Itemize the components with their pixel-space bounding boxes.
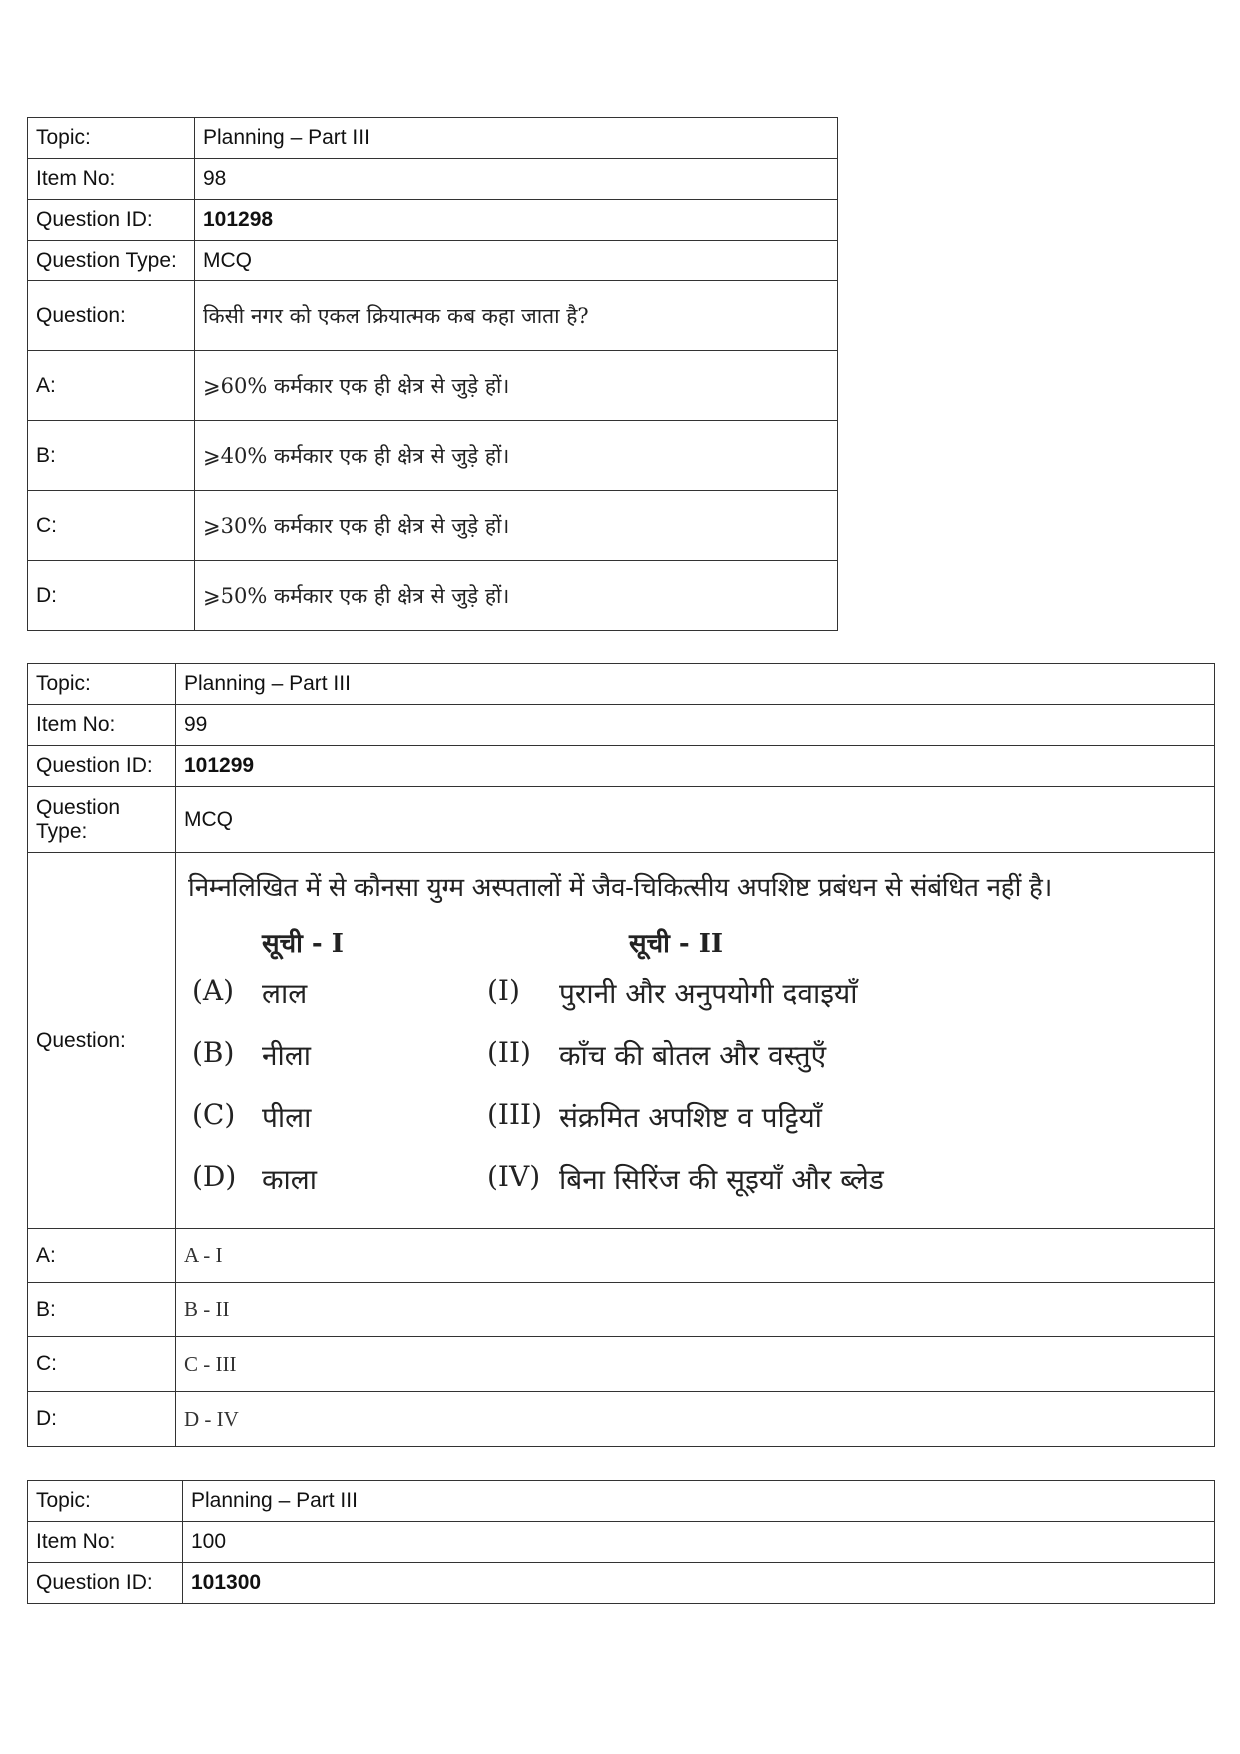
topic-row <box>28 118 838 159</box>
question-label: Question: <box>28 853 176 1229</box>
question-id-label: Question ID: <box>28 1563 183 1604</box>
list-2-text: पुरानी और अनुपयोगी दवाइयाँ <box>559 976 858 1010</box>
option-d-label: D: <box>28 1392 176 1447</box>
option-a-text: ⩾60% कर्मकार एक ही क्षेत्र से जुड़े हों। <box>195 351 838 421</box>
option-c-label: C: <box>28 491 195 561</box>
list-headers <box>184 904 1206 962</box>
question-row <box>28 281 838 351</box>
question-card-98 <box>27 117 838 631</box>
question-card-100 <box>27 1480 1215 1604</box>
option-b-row <box>28 421 838 491</box>
question-type-value: MCQ <box>176 787 1215 853</box>
question-label: Question: <box>28 281 195 351</box>
option-d-text: ⩾50% कर्मकार एक ही क्षेत्र से जुड़े हों। <box>195 561 838 631</box>
list-2-text: काँच की बोतल और वस्तुएँ <box>559 1038 827 1072</box>
question-type-label <box>28 787 176 853</box>
question-id-value: 101300 <box>183 1563 1215 1604</box>
question-type-label-line2: Type: <box>36 819 88 843</box>
list-1-text: लाल <box>262 976 308 1010</box>
option-d-label: D: <box>28 561 195 631</box>
item-no-row <box>28 1522 1215 1563</box>
list-1-key: (B) <box>192 1035 235 1069</box>
item-no-value: 98 <box>195 159 838 200</box>
list-2-key: (IV) <box>487 1159 541 1193</box>
topic-label: Topic: <box>28 118 195 159</box>
option-a-label: A: <box>28 1229 176 1283</box>
list-2-key: (I) <box>487 973 520 1007</box>
option-c-row <box>28 491 838 561</box>
option-d-text: D - IV <box>176 1392 1215 1447</box>
option-c-text: ⩾30% कर्मकार एक ही क्षेत्र से जुड़े हों। <box>195 491 838 561</box>
list-2-text: बिना सिरिंज की सूइयाँ और ब्लेड <box>559 1162 884 1196</box>
question-id-label: Question ID: <box>28 200 195 241</box>
question-type-value: MCQ <box>195 241 838 281</box>
option-a-row <box>28 351 838 421</box>
match-row-a <box>184 962 1206 1024</box>
match-row-b <box>184 1024 1206 1086</box>
item-no-row <box>28 705 1215 746</box>
question-id-row <box>28 200 838 241</box>
list-1-key: (A) <box>192 973 235 1007</box>
list-1-text: काला <box>262 1162 317 1196</box>
topic-value: Planning – Part III <box>195 118 838 159</box>
match-row-c <box>184 1086 1206 1148</box>
list-1-text: पीला <box>262 1100 312 1134</box>
option-c-row <box>28 1337 1215 1392</box>
list-1-key: (C) <box>192 1097 236 1131</box>
question-card-99 <box>27 663 1215 1447</box>
match-row-d <box>184 1148 1206 1210</box>
item-no-value: 99 <box>176 705 1215 746</box>
item-no-label: Item No: <box>28 159 195 200</box>
list-1-text: नीला <box>262 1038 312 1072</box>
option-b-label: B: <box>28 1283 176 1337</box>
option-d-row <box>28 1392 1215 1447</box>
list-2-key: (III) <box>487 1097 543 1131</box>
question-type-row <box>28 241 838 281</box>
option-c-label: C: <box>28 1337 176 1392</box>
question-type-label-line1: Question <box>36 795 121 819</box>
option-b-label: B: <box>28 421 195 491</box>
match-the-following <box>184 862 1206 1220</box>
topic-label: Topic: <box>28 664 176 705</box>
option-a-row <box>28 1229 1215 1283</box>
question-id-row <box>28 1563 1215 1604</box>
question-id-label: Question ID: <box>28 746 176 787</box>
option-b-text: B - II <box>176 1283 1215 1337</box>
list-2-text: संक्रमित अपशिष्ट व पट्टियाँ <box>559 1100 822 1134</box>
question-id-value: 101298 <box>195 200 838 241</box>
option-b-text: ⩾40% कर्मकार एक ही क्षेत्र से जुड़े हों। <box>195 421 838 491</box>
question-type-label: Question Type: <box>28 241 195 281</box>
item-no-label: Item No: <box>28 705 176 746</box>
list-1-key: (D) <box>192 1159 237 1193</box>
list-1-header: सूची - I <box>262 928 344 959</box>
option-d-row <box>28 561 838 631</box>
topic-row <box>28 1481 1215 1522</box>
item-no-value: 100 <box>183 1522 1215 1563</box>
question-id-row <box>28 746 1215 787</box>
topic-value: Planning – Part III <box>176 664 1215 705</box>
item-no-row <box>28 159 838 200</box>
option-a-text: A - I <box>176 1229 1215 1283</box>
option-a-label: A: <box>28 351 195 421</box>
topic-row <box>28 664 1215 705</box>
topic-label: Topic: <box>28 1481 183 1522</box>
list-2-header: सूची - II <box>629 928 724 959</box>
question-text: निम्नलिखित में से कौनसा युग्म अस्पतालों में जैव-चिकित्सीय अपशिष्ट प्रबंधन से संबंधित नहीं है। <box>188 872 1053 903</box>
question-body <box>176 853 1215 1229</box>
question-type-row <box>28 787 1215 853</box>
list-2-key: (II) <box>487 1035 531 1069</box>
question-row <box>28 853 1215 1229</box>
option-c-text: C - III <box>176 1337 1215 1392</box>
question-text: किसी नगर को एकल क्रियात्मक कब कहा जाता है? <box>195 281 838 351</box>
option-b-row <box>28 1283 1215 1337</box>
item-no-label: Item No: <box>28 1522 183 1563</box>
question-id-value: 101299 <box>176 746 1215 787</box>
topic-value: Planning – Part III <box>183 1481 1215 1522</box>
